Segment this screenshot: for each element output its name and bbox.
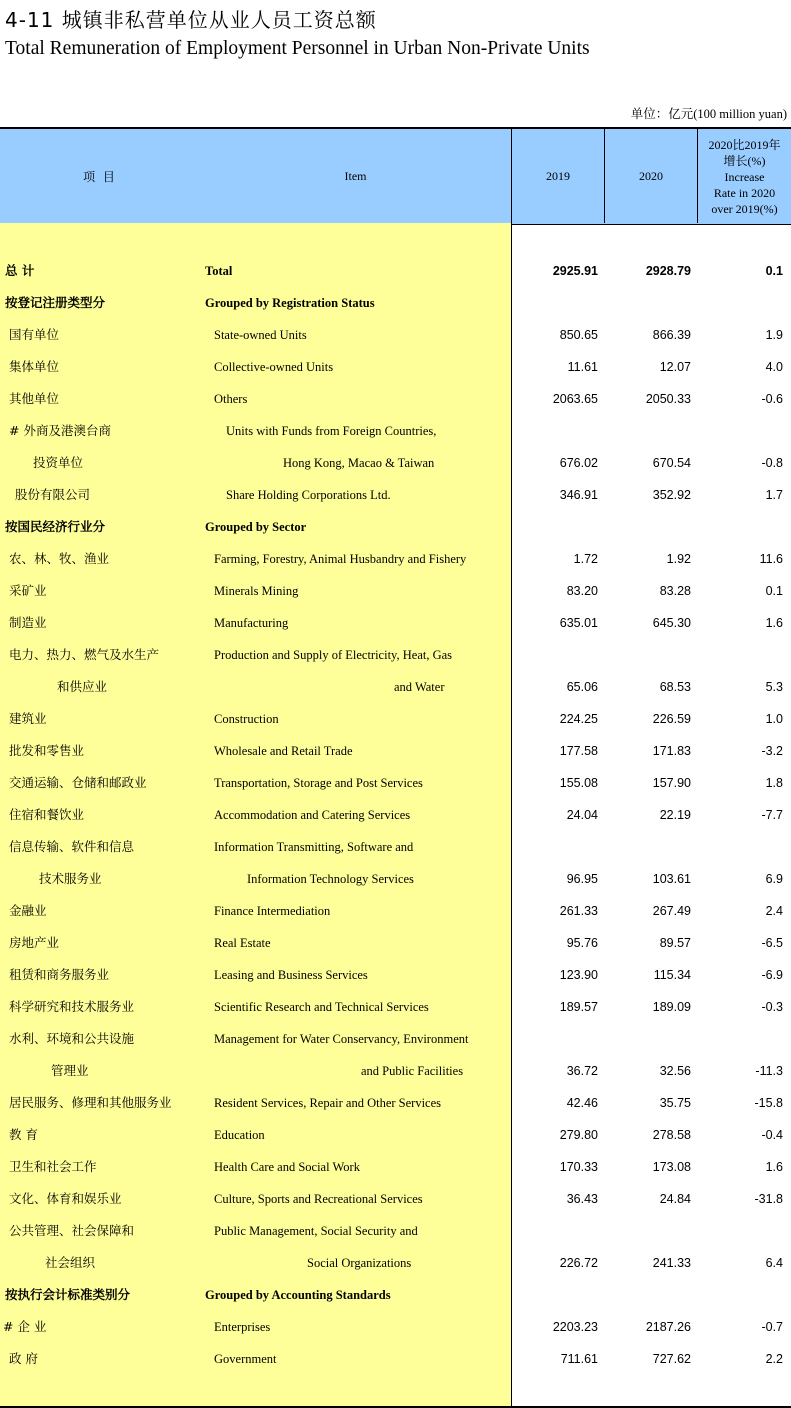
cell-2020: 1.92 [666, 552, 691, 566]
cell-2019: 279.80 [559, 1128, 598, 1142]
cell-2019: 850.65 [559, 328, 598, 342]
table-row [0, 479, 791, 511]
row-label-cn: 技术服务业 [39, 871, 102, 886]
table-row [0, 703, 791, 735]
cell-increase-rate: 1.7 [765, 488, 783, 502]
cell-2019: 42.46 [566, 1096, 598, 1110]
row-label-en: Public Management, Social Security and [214, 1224, 418, 1238]
cell-increase-rate: 6.4 [765, 1256, 783, 1270]
row-label-en: Information Transmitting, Software and [214, 840, 414, 854]
row-label-cn: 居民服务、修理和其他服务业 [9, 1095, 172, 1110]
row-label-cn: 住宿和餐饮业 [9, 807, 85, 822]
table-row [0, 511, 791, 543]
cell-increase-rate: 5.3 [765, 680, 783, 694]
table-row [0, 1119, 791, 1151]
table-row [0, 1343, 791, 1375]
row-label-en: and Public Facilities [361, 1064, 464, 1078]
table-row [0, 287, 791, 319]
header-item-cn: 项 目 [83, 170, 117, 184]
cell-increase-rate: 1.8 [765, 776, 783, 790]
table-row [0, 767, 791, 799]
header-2020: 2020 [639, 169, 663, 183]
cell-2019: 224.25 [559, 712, 598, 726]
cell-2019: 2925.91 [552, 264, 598, 278]
row-label-en: Transportation, Storage and Post Services [214, 776, 423, 790]
table-row [0, 1087, 791, 1119]
title-english: Total Remuneration of Employment Personnel in Urban Non-Private Units [5, 38, 590, 59]
cell-2020: 645.30 [652, 616, 691, 630]
row-label-cn: 信息传输、软件和信息 [9, 839, 135, 854]
row-label-cn: 总 计 [5, 263, 35, 278]
cell-2019: 2203.23 [552, 1320, 598, 1334]
cell-2019: 36.43 [566, 1192, 598, 1206]
row-label-cn: 按国民经济行业分 [5, 519, 106, 534]
row-label-en: Management for Water Conservancy, Environment [214, 1032, 469, 1046]
cell-2020: 2928.79 [645, 264, 691, 278]
cell-2020: 24.84 [659, 1192, 691, 1206]
header-2019: 2019 [546, 169, 570, 183]
row-label-cn: 水利、环境和公共设施 [9, 1031, 135, 1046]
row-label-en: Hong Kong, Macao & Taiwan [283, 456, 435, 470]
header-rate-line: Increase [724, 169, 765, 184]
cell-increase-rate: -15.8 [754, 1096, 783, 1110]
header-item-en: Item [344, 169, 367, 183]
row-label-en: Total [205, 264, 233, 278]
table-row [0, 1151, 791, 1183]
row-label-en: Enterprises [214, 1320, 271, 1334]
cell-increase-rate: 1.6 [765, 1160, 783, 1174]
row-label-cn: 政 府 [9, 1351, 38, 1366]
table-row [0, 1247, 791, 1279]
cell-2019: 11.61 [567, 360, 598, 374]
row-label-cn: 文化、体育和娱乐业 [9, 1191, 122, 1206]
cell-increase-rate: -31.8 [754, 1192, 783, 1206]
cell-2019: 261.33 [559, 904, 598, 918]
header-rate-line: 2020比2019年 [708, 137, 781, 152]
header-rate-line: Rate in 2020 [713, 185, 776, 200]
row-label-cn: 采矿业 [9, 583, 47, 598]
cell-2020: 352.92 [652, 488, 691, 502]
table-row [0, 575, 791, 607]
cell-increase-rate: 6.9 [765, 872, 783, 886]
cell-2020: 278.58 [652, 1128, 691, 1142]
row-label-en: Grouped by Accounting Standards [205, 1288, 391, 1302]
cell-2020: 171.83 [652, 744, 691, 758]
cell-2020: 727.62 [652, 1352, 691, 1366]
table-row [0, 1279, 791, 1311]
table-row [0, 927, 791, 959]
row-label-en: Health Care and Social Work [214, 1160, 360, 1174]
table-row [0, 1023, 791, 1055]
table-row [0, 991, 791, 1023]
table-row [0, 1311, 791, 1343]
cell-increase-rate: 1.9 [765, 328, 783, 342]
cell-2020: 189.09 [652, 1000, 691, 1014]
table-row [0, 895, 791, 927]
row-label-en: Minerals Mining [214, 584, 299, 598]
header-rate-line: over 2019(%) [711, 201, 778, 216]
row-label-cn: 房地产业 [9, 935, 60, 950]
row-label-cn: 批发和零售业 [9, 743, 85, 758]
cell-increase-rate: 1.6 [765, 616, 783, 630]
table-row [0, 1215, 791, 1247]
row-label-cn: 农、林、牧、渔业 [9, 551, 110, 566]
table-row [0, 831, 791, 863]
row-label-en: Units with Funds from Foreign Countries, [226, 424, 437, 438]
row-label-en: Social Organizations [307, 1256, 412, 1270]
cell-2019: 177.58 [559, 744, 598, 758]
cell-increase-rate: -11.3 [755, 1064, 783, 1078]
table-row [0, 959, 791, 991]
row-label-cn: 制造业 [9, 615, 47, 630]
divider-2020-rate [697, 127, 698, 223]
row-label-en: Accommodation and Catering Services [214, 808, 411, 822]
row-label-en: Collective-owned Units [214, 360, 334, 374]
row-label-en: Production and Supply of Electricity, Heat, Gas [214, 648, 453, 662]
cell-increase-rate: 2.4 [765, 904, 783, 918]
row-label-en: and Water [394, 680, 445, 694]
table-row [0, 383, 791, 415]
table-row [0, 255, 791, 287]
cell-2019: 226.72 [559, 1256, 598, 1270]
row-label-cn: 建筑业 [9, 711, 47, 726]
cell-increase-rate: 11.6 [759, 552, 783, 566]
row-label-en: Grouped by Registration Status [205, 296, 375, 310]
cell-increase-rate: -0.8 [761, 456, 783, 470]
row-label-cn: 按执行会计标准类别分 [5, 1287, 131, 1302]
cell-increase-rate: -6.9 [761, 968, 783, 982]
cell-increase-rate: 4.0 [765, 360, 783, 374]
cell-2019: 2063.65 [552, 392, 598, 406]
cell-increase-rate: -0.3 [761, 1000, 783, 1014]
cell-2019: 155.08 [559, 776, 598, 790]
table-row [0, 639, 791, 671]
cell-2019: 170.33 [559, 1160, 598, 1174]
table-row [0, 863, 791, 895]
row-label-cn: # 外商及港澳台商 [9, 423, 111, 438]
cell-2020: 226.59 [652, 712, 691, 726]
row-label-cn: 教 育 [9, 1127, 38, 1142]
cell-2019: 36.72 [566, 1064, 598, 1078]
row-label-en: Wholesale and Retail Trade [214, 744, 353, 758]
row-label-en: Resident Services, Repair and Other Services [214, 1096, 442, 1110]
row-label-en: Construction [214, 712, 279, 726]
title-chinese: 4-11 城镇非私营单位从业人员工资总额 [5, 8, 377, 32]
cell-2020: 241.33 [652, 1256, 691, 1270]
table-row [0, 447, 791, 479]
cell-2019: 635.01 [559, 616, 598, 630]
row-label-cn: 其他单位 [9, 391, 60, 406]
cell-increase-rate: 2.2 [765, 1352, 783, 1366]
table-row [0, 319, 791, 351]
cell-increase-rate: 0.1 [765, 264, 783, 278]
row-label-cn: 和供应业 [57, 679, 108, 694]
table-header [0, 127, 791, 225]
cell-increase-rate: -0.7 [761, 1320, 783, 1334]
row-label-en: Government [214, 1352, 277, 1366]
cell-2020: 866.39 [652, 328, 691, 342]
row-label-en: Leasing and Business Services [214, 968, 368, 982]
cell-2019: 24.04 [566, 808, 598, 822]
cell-2019: 711.61 [560, 1352, 598, 1366]
cell-2019: 95.76 [566, 936, 598, 950]
row-label-cn: 交通运输、仓储和邮政业 [9, 775, 147, 790]
table-row [0, 543, 791, 575]
row-label-en: Culture, Sports and Recreational Services [214, 1192, 423, 1206]
row-label-cn: 科学研究和技术服务业 [9, 999, 135, 1014]
row-label-en: Information Technology Services [247, 872, 414, 886]
row-label-en: Others [214, 392, 248, 406]
cell-2020: 35.75 [659, 1096, 691, 1110]
row-label-cn: 社会组织 [45, 1255, 96, 1270]
table-row [0, 1183, 791, 1215]
cell-2020: 157.90 [652, 776, 691, 790]
cell-2020: 32.56 [659, 1064, 691, 1078]
unit-en: (100 million yuan) [693, 107, 787, 121]
row-label-cn: 集体单位 [9, 359, 60, 374]
cell-2019: 189.57 [559, 1000, 598, 1014]
cell-increase-rate: -0.4 [761, 1128, 783, 1142]
cell-2020: 89.57 [659, 936, 691, 950]
row-label-en: Finance Intermediation [214, 904, 331, 918]
cell-2019: 123.90 [559, 968, 598, 982]
row-label-en: Scientific Research and Technical Services [214, 1000, 429, 1014]
cell-2019: 346.91 [559, 488, 598, 502]
cell-2020: 12.07 [659, 360, 691, 374]
cell-2019: 1.72 [573, 552, 598, 566]
row-label-cn: # 企 业 [3, 1319, 47, 1334]
cell-2020: 103.61 [652, 872, 691, 886]
row-label-cn: 按登记注册类型分 [5, 295, 106, 310]
header-rate-line: 增长(%) [723, 153, 766, 168]
row-label-cn: 管理业 [51, 1063, 89, 1078]
cell-2019: 83.20 [566, 584, 598, 598]
unit-label [631, 104, 787, 122]
row-label-en: Grouped by Sector [205, 520, 307, 534]
row-label-en: Manufacturing [214, 616, 289, 630]
cell-increase-rate: -3.2 [761, 744, 783, 758]
cell-2019: 676.02 [559, 456, 598, 470]
table-row [0, 799, 791, 831]
unit-cn: 单位：亿元 [630, 106, 694, 121]
row-label-en: Share Holding Corporations Ltd. [226, 488, 391, 502]
cell-increase-rate: -6.5 [761, 936, 783, 950]
cell-2020: 670.54 [652, 456, 691, 470]
cell-2020: 22.19 [659, 808, 691, 822]
cell-increase-rate: -7.7 [761, 808, 783, 822]
row-label-cn: 股份有限公司 [15, 487, 91, 502]
table-row [0, 415, 791, 447]
row-label-en: State-owned Units [214, 328, 307, 342]
row-label-cn: 国有单位 [9, 327, 60, 342]
row-label-en: Farming, Forestry, Animal Husbandry and Fishery [214, 552, 467, 566]
table-row [0, 351, 791, 383]
cell-2019: 96.95 [566, 872, 598, 886]
cell-2020: 68.53 [659, 680, 691, 694]
row-label-en: Real Estate [214, 936, 271, 950]
row-label-cn: 电力、热力、燃气及水生产 [9, 647, 160, 662]
cell-increase-rate: -0.6 [761, 392, 783, 406]
divider-2019-2020 [604, 127, 605, 223]
table-row [0, 607, 791, 639]
cell-2020: 173.08 [652, 1160, 691, 1174]
row-label-cn: 公共管理、社会保障和 [9, 1223, 135, 1238]
cell-2020: 115.34 [653, 968, 691, 982]
cell-increase-rate: 0.1 [765, 584, 783, 598]
cell-2019: 65.06 [566, 680, 598, 694]
row-label-cn: 金融业 [9, 903, 47, 918]
row-label-cn: 投资单位 [33, 455, 84, 470]
row-label-cn: 租赁和商务服务业 [9, 967, 110, 982]
header-increase-rate [698, 129, 791, 224]
cell-2020: 2187.26 [645, 1320, 691, 1334]
table-row [0, 671, 791, 703]
table-row [0, 735, 791, 767]
cell-2020: 83.28 [659, 584, 691, 598]
table-row [0, 1055, 791, 1087]
row-label-cn: 卫生和社会工作 [9, 1159, 97, 1174]
cell-2020: 267.49 [652, 904, 691, 918]
cell-increase-rate: 1.0 [765, 712, 783, 726]
row-label-en: Education [214, 1128, 265, 1142]
cell-2020: 2050.33 [645, 392, 691, 406]
